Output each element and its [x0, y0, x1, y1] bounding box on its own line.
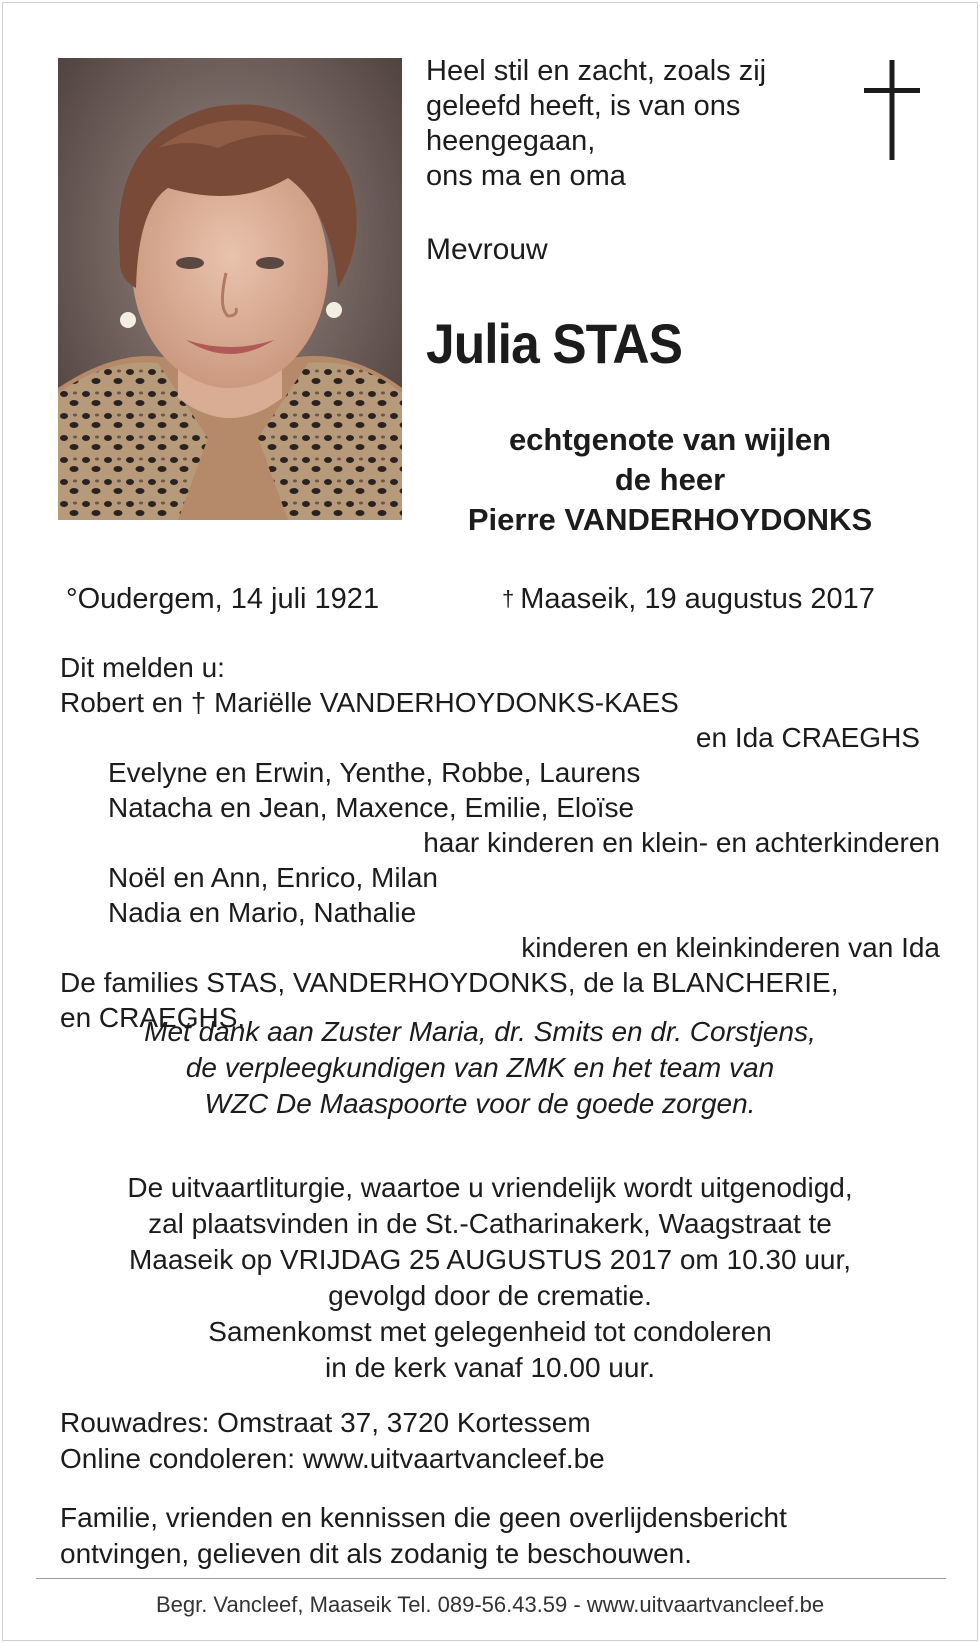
list-item: haar kinderen en klein- en achterkinderen [423, 827, 940, 858]
thanks-line: WZC De Maaspoorte voor de goede zorgen. [204, 1088, 756, 1119]
thanks-text [60, 1014, 900, 1122]
list-item: Natacha en Jean, Maxence, Emilie, Eloïse [108, 792, 635, 823]
service-line: De uitvaartliturgie, waartoe u vriendelijk wordt uitgenodigd, [127, 1172, 853, 1203]
intro-line: ons ma en oma [426, 160, 626, 192]
spouse-block [420, 420, 920, 540]
service-line: Maaseik op VRIJDAG 25 AUGUSTUS 2017 om 10.30 uur, [128, 1244, 852, 1275]
divider [36, 1578, 946, 1579]
notice-line: Familie, vrienden en kennissen die geen overlijdensbericht [60, 1502, 787, 1533]
mourners-list [60, 650, 940, 1035]
service-info [60, 1170, 920, 1386]
footer-undertaker: Begr. Vancleef, Maaseik Tel. 089-56.43.59 - www.uitvaartvancleef.be [155, 1592, 825, 1617]
intro-text [426, 54, 826, 194]
intro-line: geleefd heeft, is van ons [426, 90, 741, 122]
list-item: en CRAEGHS. [60, 1002, 246, 1033]
death-text: Maaseik, 19 augustus 2017 [520, 583, 875, 615]
service-line: Samenkomst met gelegenheid tot condoleren [208, 1316, 772, 1347]
mourners-intro: Dit melden u: [60, 652, 225, 683]
portrait-photo [58, 58, 402, 520]
salutation: Mevrouw [426, 233, 548, 266]
list-item: Noël en Ann, Enrico, Milan [108, 862, 438, 893]
service-line: in de kerk vanaf 10.00 uur. [325, 1352, 655, 1383]
notice-line: ontvingen, gelieven dit als zodanig te beschouwen. [60, 1538, 692, 1569]
list-item: Nadia en Mario, Nathalie [108, 897, 417, 928]
deceased-name: Julia STAS [426, 312, 683, 375]
service-line: zal plaatsvinden in de St.-Catharinakerk, Waagstraat te [148, 1208, 832, 1239]
online-condolence-link[interactable]: Online condoleren: www.uitvaartvancleef.be [60, 1443, 605, 1474]
death-info [502, 581, 875, 617]
service-line: gevolgd door de crematie. [328, 1280, 652, 1311]
list-item: Robert en † Mariëlle VANDERHOYDONKS-KAES [60, 687, 679, 718]
spouse-line: echtgenote van wijlen [508, 422, 832, 457]
address-block [60, 1405, 605, 1477]
portrait-illustration [58, 58, 402, 520]
thanks-line: de verpleegkundigen van ZMK en het team van [185, 1052, 775, 1083]
list-item: De families STAS, VANDERHOYDONKS, de la BLANCHERIE, [60, 967, 839, 998]
dagger-icon: † [502, 586, 515, 611]
thanks-line: Met dank aan Zuster Maria, dr. Smits en dr. Corstjens, [144, 1016, 816, 1047]
birth-info: °Oudergem, 14 juli 1921 [66, 583, 380, 615]
intro-line: heengegaan, [426, 125, 596, 157]
spouse-line: de heer [614, 462, 726, 497]
list-item: en Ida CRAEGHS [695, 722, 920, 753]
mourning-address: Rouwadres: Omstraat 37, 3720 Kortessem [60, 1407, 591, 1438]
intro-line: Heel stil en zacht, zoals zij [426, 55, 767, 87]
notice-text [60, 1500, 787, 1572]
latin-cross-icon [862, 60, 922, 160]
list-item: kinderen en kleinkinderen van Ida [521, 932, 940, 963]
spouse-name: Pierre VANDERHOYDONKS [467, 502, 873, 537]
list-item: Evelyne en Erwin, Yenthe, Robbe, Laurens [108, 757, 641, 788]
